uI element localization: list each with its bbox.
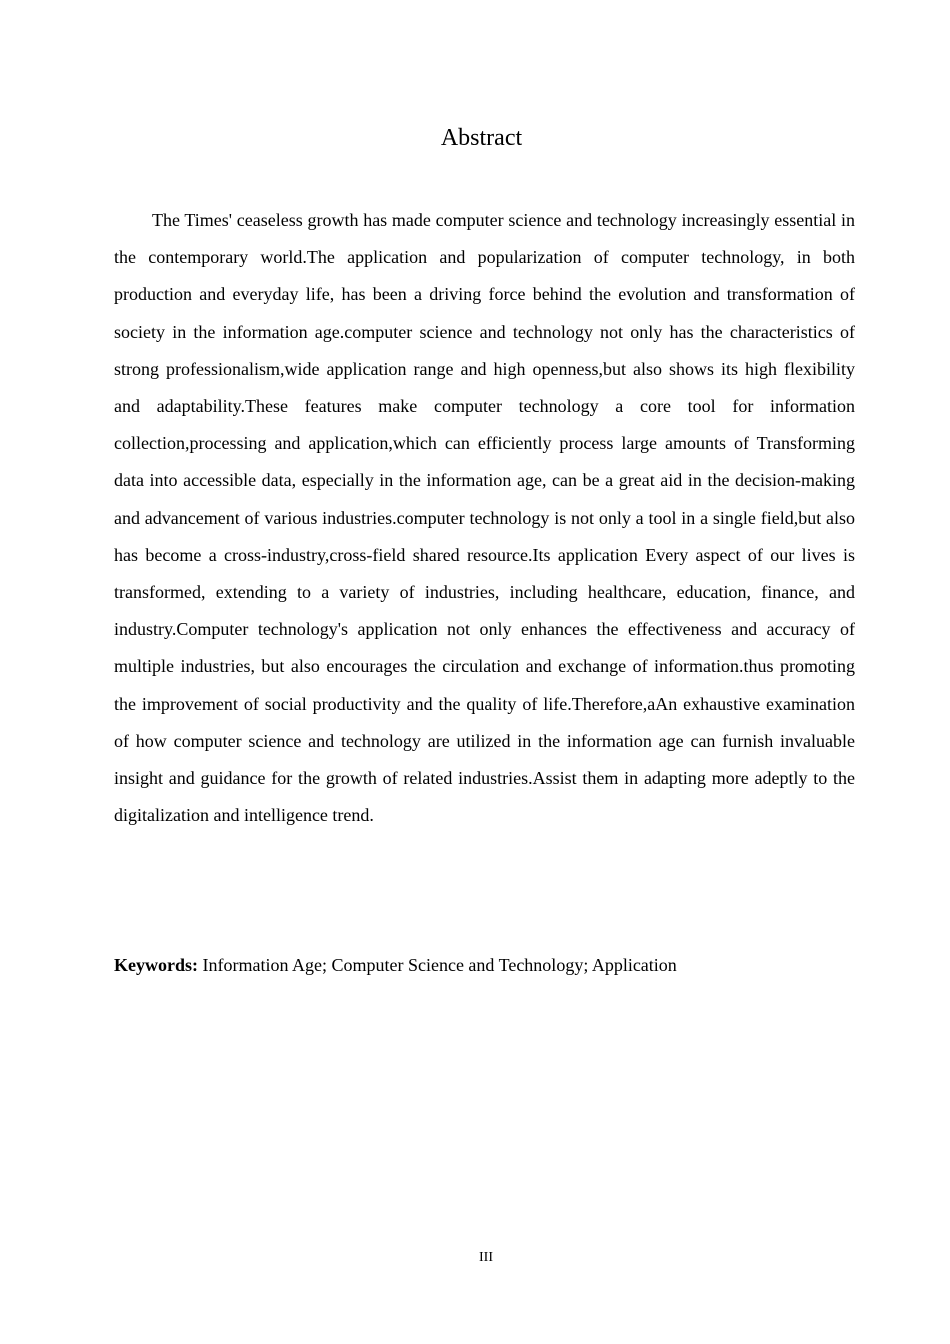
keywords-text: Information Age; Computer Science and Technology; Application bbox=[198, 955, 677, 975]
page-number: III bbox=[479, 1250, 493, 1265]
keywords-label: Keywords: bbox=[114, 955, 198, 975]
abstract-title: Abstract bbox=[440, 125, 523, 151]
keywords-line bbox=[114, 950, 855, 980]
abstract-body: The Times' ceaseless growth has made computer science and technology increasingly essential in the contemporary world.The application and popularization of computer technology, in both production and everyday life, has been a driving force behind the evolution and transformation of society in the information age.computer science and technology not only has the characteristics of strong professionalism,wide application range and high openness,but also shows its high flexibility and adaptability.These features make computer technology a core tool for information collection,processing and application,which can efficiently process large amounts of Transforming data into accessible data, especially in the information age, can be a great aid in the decision-making and advancement of various industries.computer technology is not only a tool in a single field,but also has become a cross-industry,cross-field shared resource.Its application Every aspect of our lives is transformed, extending to a variety of industries, including healthcare, education, finance, and industry.Computer technology's application not only enhances the effectiveness and accuracy of multiple industries, but also encourages the circulation and exchange of information.thus promoting the improvement of social productivity and the quality of life.Therefore,aAn exhaustive examination of how computer science and technology are utilized in the information age can furnish invaluable insight and guidance for the growth of related industries.Assist them in adapting more adeptly to the digitalization and intelligence trend. bbox=[114, 210, 855, 826]
